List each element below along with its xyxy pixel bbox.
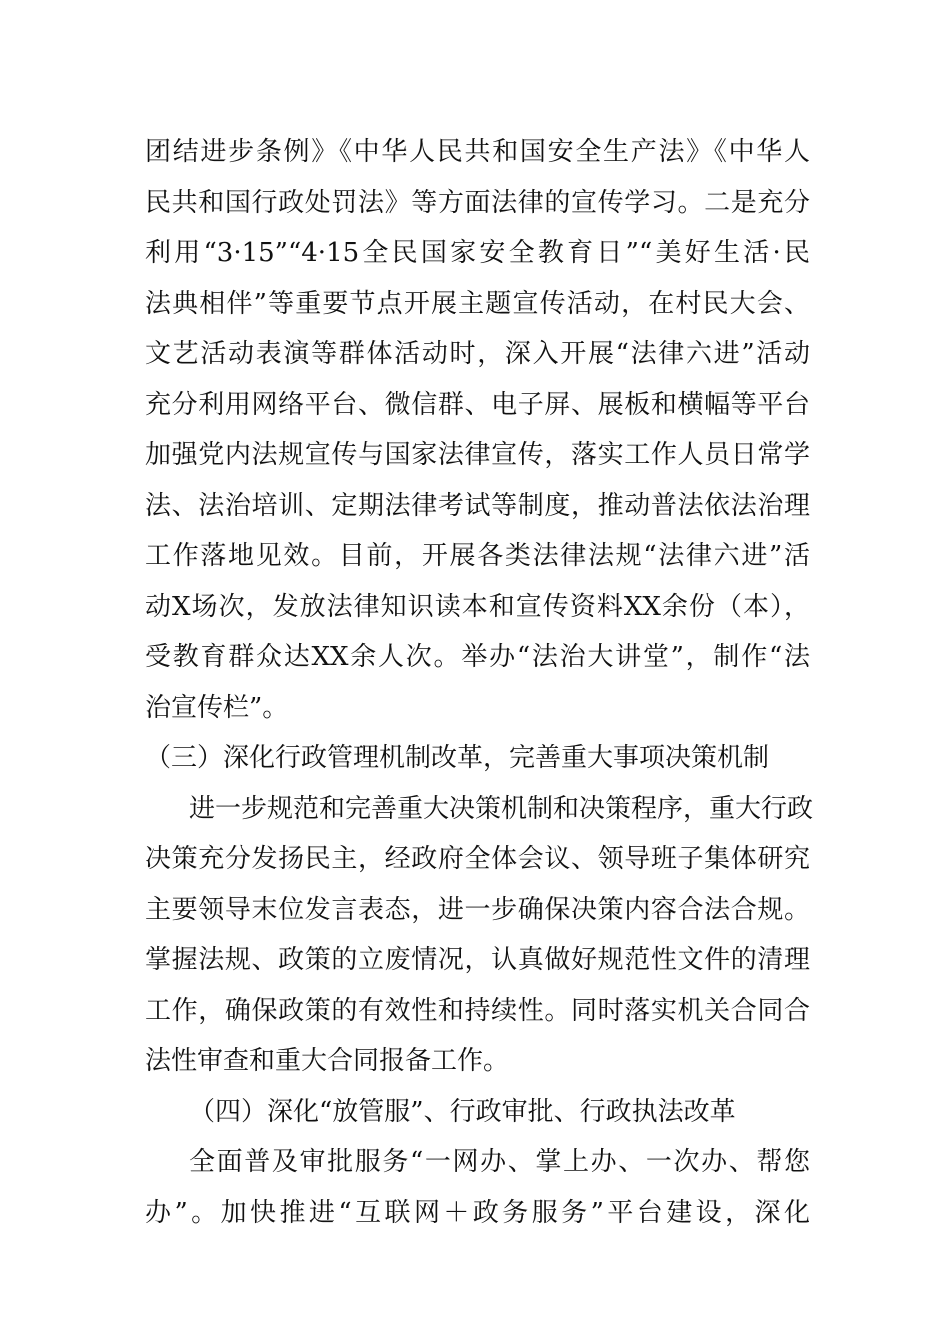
text-line: 民共和国行政处罚法》等方面法律的宣传学习。二是充分: [145, 187, 810, 218]
text-line: 法、法治培训、定期法律考试等制度，推动普法依法治理: [145, 490, 810, 521]
text-line: 掌握法规、政策的立废情况，认真做好规范性文件的清理: [145, 945, 810, 975]
text-line: 团结进步条例》《中华人民共和国安全生产法》《中华人: [145, 137, 810, 167]
text-line: 法性审查和重大合同报备工作。: [145, 1046, 510, 1076]
document-body: [145, 127, 814, 1238]
text-line: 进一步规范和完善重大决策机制和决策程序，重大行政: [189, 793, 814, 824]
text-line: 加强党内法规宣传与国家法律宣传，落实工作人员日常学: [145, 440, 810, 470]
text-line: 利用“3·15”“4·15全民国家安全教育日”“美好生活·民: [145, 238, 810, 268]
text-line: 全面普及审批服务“一网办、掌上办、一次办、帮您: [189, 1147, 810, 1177]
text-line: 充分利用网络平台、微信群、电子屏、展板和横幅等平台: [145, 389, 810, 420]
text-line: 工作落地见效。目前，开展各类法律法规“法律六进”活: [145, 541, 810, 571]
text-line: 受教育群众达XX余人次。举办“法治大讲堂”，制作“法: [145, 642, 810, 672]
text-line: 办”。加快推进“互联网＋政务服务”平台建设，深化: [145, 1197, 810, 1228]
text-line: 法典相伴”等重要节点开展主题宣传活动，在村民大会、: [145, 288, 810, 319]
text-line: 决策充分发扬民主，经政府全体会议、领导班子集体研究: [145, 844, 810, 874]
text-line: 工作，确保政策的有效性和持续性。同时落实机关合同合: [145, 995, 810, 1026]
section-heading: （四）深化“放管服”、行政审批、行政执法改革: [189, 1096, 736, 1127]
text-line: 治宣传栏”。: [145, 692, 289, 723]
text-line: 动X场次，发放法律知识读本和宣传资料XX余份（本），: [145, 591, 810, 622]
text-line: 主要领导末位发言表态，进一步确保决策内容合法合规。: [145, 894, 810, 925]
section-heading: （三）深化行政管理机制改革，完善重大事项决策机制: [145, 743, 770, 773]
text-line: 文艺活动表演等群体活动时，深入开展“法律六进”活动: [145, 339, 810, 369]
